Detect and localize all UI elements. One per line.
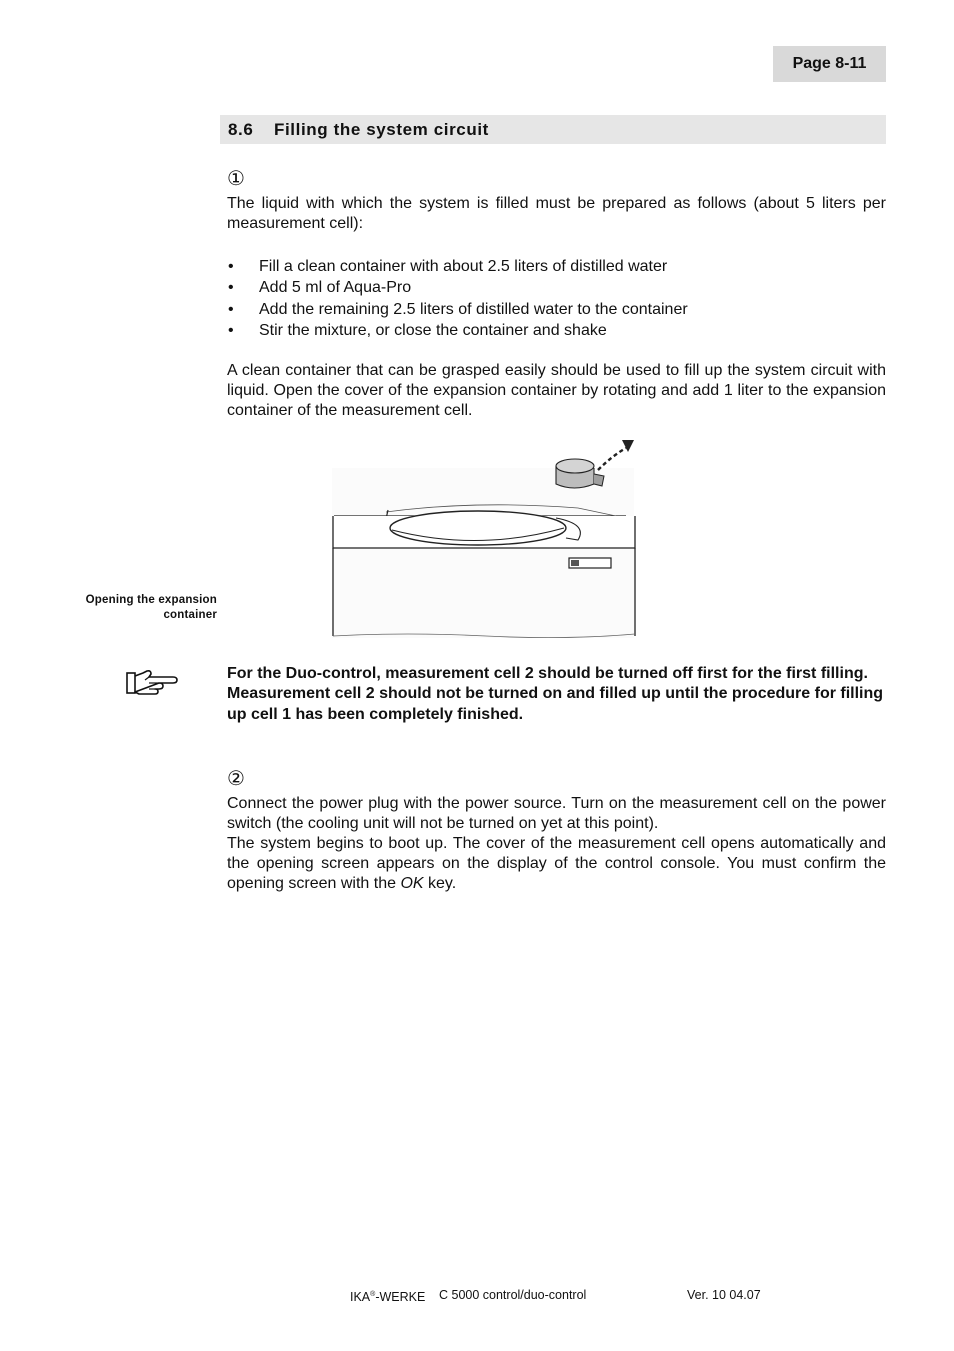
section-title: Filling the system circuit [274, 120, 489, 139]
step-2-paragraph-1: Connect the power plug with the power source. Turn on the measurement cell on the power switch (the cooling unit will not be turned on yet at this point). [227, 795, 886, 833]
list-item: • Add the remaining 2.5 liters of distilled water to the container [228, 300, 688, 318]
step-1-intro: The liquid with which the system is filled must be prepared as follows (about 5 liters per measurement cell): [227, 195, 886, 233]
preparation-list [227, 256, 886, 341]
footer-version: Ver. 10 04.07 [687, 1288, 761, 1302]
section-heading [220, 115, 886, 144]
duo-control-note: For the Duo-control, measurement cell 2 should be turned off first for the first filling. Measurement cell 2 should not be turned on and filled up until the procedure for filling up cell 1 has been completely finished. [227, 665, 884, 723]
step-2-paragraph-2: The system begins to boot up. The cover of the measurement cell opens automatically and the opening screen appears on the display of the control console. You must confirm the opening screen with the OK key. [227, 835, 886, 893]
footer-brand: IKA®-WERKE [350, 1290, 426, 1304]
step-2-marker: ② [227, 768, 245, 790]
footer-product: C 5000 control/duo-control [439, 1288, 587, 1302]
section-number: 8.6 [228, 120, 254, 139]
figure-caption: Opening the expansion container [85, 594, 217, 621]
ok-key-label: OK [400, 875, 424, 893]
list-item: • Fill a clean container with about 2.5 liters of distilled water [228, 258, 668, 275]
step-1-instruction: A clean container that can be grasped easily should be used to fill up the system circuit with liquid. Open the cover of the expansion container by rotating and add 1 liter to the expansion container of the measurement cell. [227, 362, 886, 420]
list-item: • Stir the mixture, or close the container and shake [228, 321, 607, 339]
pointing-hand-icon [125, 668, 179, 698]
step-1-marker: ① [227, 168, 245, 190]
expansion-container-illustration [326, 436, 642, 642]
page-number-badge: Page 8-11 [773, 46, 886, 82]
list-item: • Add 5 ml of Aqua-Pro [228, 279, 412, 297]
